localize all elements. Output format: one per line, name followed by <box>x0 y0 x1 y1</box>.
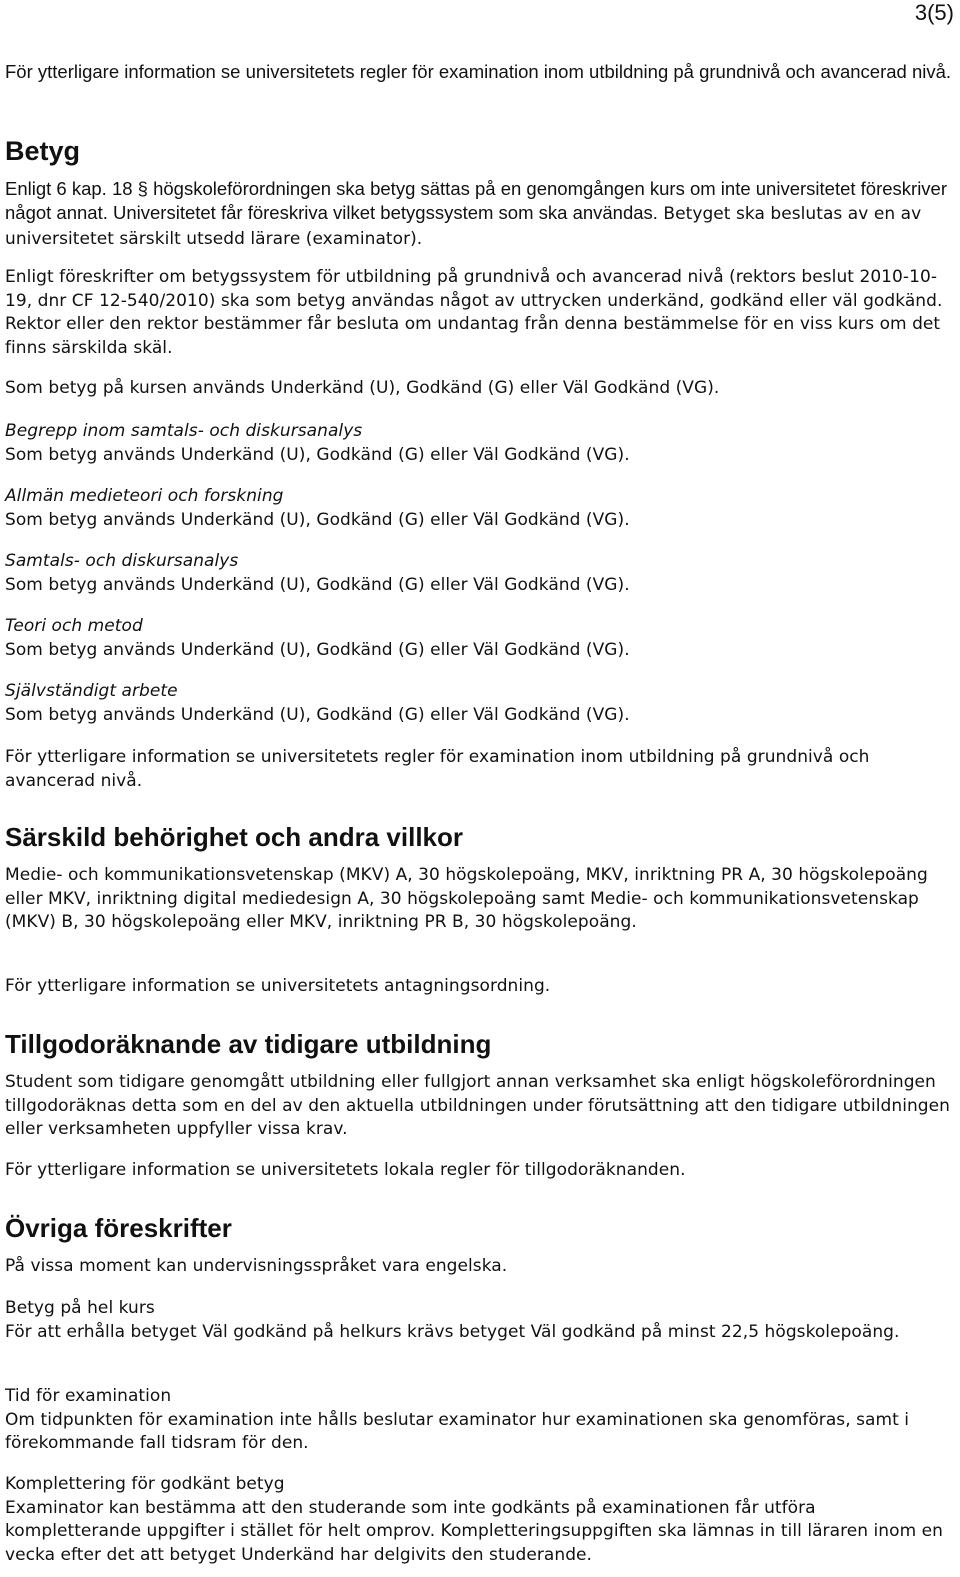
betyg-paragraph-1-end: Betyget ska beslutas av en av universitetet särskilt utsedd lärare (examinator). <box>5 203 922 249</box>
item-title: Komplettering för godkänt betyg <box>5 1474 285 1494</box>
heading-betyg: Betyg <box>5 136 81 166</box>
item-text: Om tidpunkten för examination inte hålls beslutar examinator hur examinationen ska genomföras, samt i förekommande fall tidsram för den. <box>5 1409 910 1453</box>
ovriga-item-1 <box>5 1297 957 1344</box>
item-title: Betyg på hel kurs <box>5 1298 155 1318</box>
course-grade: Som betyg på kursen används Underkänd (U), Godkänd (G) eller Väl Godkänd (VG). <box>5 378 720 398</box>
module-3 <box>5 550 957 597</box>
heading-behorighet: Särskild behörighet och andra villkor <box>5 822 464 852</box>
betyg-paragraph-2 <box>5 266 957 360</box>
module-2 <box>5 485 957 532</box>
betyg-paragraph-1-text: Enligt 6 kap. 18 § högskoleförordningen ska betyg sättas på en genomgången kurs om inte universitetet föreskriver något annat. Universitetet får föreskriva vilket betygssystem som ska användas. <box>5 178 948 223</box>
module-5 <box>5 680 957 727</box>
behorighet-more-info: För ytterligare information se universitetets antagningsordning. <box>5 976 551 996</box>
tillgodo-text: Student som tidigare genomgått utbildning eller fullgjort annan verksamhet ska enligt högskoleförordningen tillgodoräknas detta som en del av den aktuella utbildningen under förutsättning att den tidigare utbildningen eller verksamheten uppfyller vissa krav. <box>5 1072 950 1139</box>
heading-tillgodo: Tillgodoräknande av tidigare utbildning <box>5 1029 492 1059</box>
module-name: Samtals- och diskursanalys <box>5 551 239 571</box>
item-text: Examinator kan bestämma att den studerande som inte godkänts på examinationen får utföra kompletterande uppgifter i stället för helt omprov. Kompletteringsuppgiften ska lämnas in till läraren inom en vecka efter det att betyget Underkänd har delgivits den studerande. <box>5 1497 943 1565</box>
betyg-paragraph-1 <box>5 177 957 252</box>
page-number: 3(5) <box>914 0 954 25</box>
module-grade: Som betyg används Underkänd (U), Godkänd (G) eller Väl Godkänd (VG). <box>5 704 630 725</box>
item-title: Tid för examination <box>5 1386 172 1406</box>
module-name: Självständigt arbete <box>5 681 178 701</box>
module-4 <box>5 615 957 662</box>
ovriga-language: På vissa moment kan undervisningsspråket vara engelska. <box>5 1256 508 1276</box>
module-name: Begrepp inom samtals- och diskursanalys <box>5 421 363 441</box>
tillgodo-more-info: För ytterligare information se universitetets lokala regler för tillgodoräknanden. <box>5 1160 686 1180</box>
module-grade: Som betyg används Underkänd (U), Godkänd (G) eller Väl Godkänd (VG). <box>5 444 630 465</box>
betyg-more-info: För ytterligare information se universitetets regler för examination inom utbildning på grundnivå och avancerad nivå. <box>5 747 870 791</box>
betyg-paragraph-2a: Enligt föreskrifter om betygssystem för utbildning på grundnivå och avancerad nivå (rektors beslut 2010-10-19, dnr CF 12-540/2010) ska som betyg användas något av uttrycken underkänd, godkänd eller väl godkänd. <box>5 267 943 311</box>
module-name: Teori och metod <box>5 616 143 636</box>
ovriga-item-2 <box>5 1385 957 1456</box>
module-grade: Som betyg används Underkänd (U), Godkänd (G) eller Väl Godkänd (VG). <box>5 574 630 595</box>
ovriga-item-3 <box>5 1473 957 1567</box>
intro-paragraph: För ytterligare information se universitetets regler för examination inom utbildning på grundnivå och avancerad nivå. <box>5 61 952 82</box>
heading-ovriga: Övriga föreskrifter <box>5 1213 232 1243</box>
module-grade: Som betyg används Underkänd (U), Godkänd (G) eller Väl Godkänd (VG). <box>5 639 630 660</box>
item-text: För att erhålla betyget Väl godkänd på helkurs krävs betyget Väl godkänd på minst 22,5 högskolepoäng. <box>5 1321 900 1342</box>
behorighet-text: Medie- och kommunikationsvetenskap (MKV) A, 30 högskolepoäng, MKV, inriktning PR A, 30 högskolepoäng eller MKV, inriktning digital mediedesign A, 30 högskolepoäng samt Medie- och kommunikationsvetenskap (MKV) B, 30 högskolepoäng eller MKV, inriktning PR B, 30 högskolepoäng. <box>5 865 928 932</box>
betyg-paragraph-2b: Rektor eller den rektor bestämmer får besluta om undantag från denna bestämmelse för en viss kurs om det finns särskilda skäl. <box>5 314 941 358</box>
module-name: Allmän medieteori och forskning <box>5 486 284 506</box>
module-grade: Som betyg används Underkänd (U), Godkänd (G) eller Väl Godkänd (VG). <box>5 509 630 530</box>
module-1 <box>5 420 957 467</box>
